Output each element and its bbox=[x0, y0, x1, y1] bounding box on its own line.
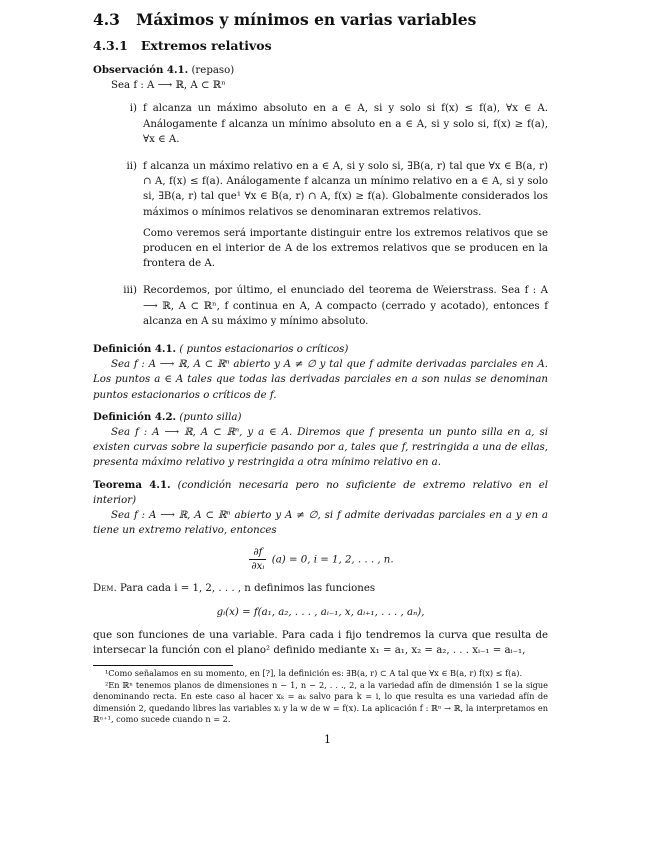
section-title-text: Máximos y mínimos en varias variables bbox=[136, 10, 477, 29]
list-item-text: f alcanza un máximo relativo en a ∈ A, si y solo si, ∃B(a, r) tal que ∀x ∈ B(a, r) ∩ A, f(x) ≤ f(a). Análogamente f alcanza un mínimo relativo en a ∈ A, si y solo si, ∃B(a, r) tal que¹ ∀x ∈ B(a, r) ∩ A, f(x) ≥ f(a). Globalmente considerados los máximos o mínimos relativos se denominaran extremos relativos. bbox=[143, 161, 548, 218]
page-content bbox=[93, 10, 548, 726]
list-item-number: ii) bbox=[126, 161, 137, 173]
list-item-number: i) bbox=[129, 103, 137, 115]
observation-tag: (repaso) bbox=[191, 65, 235, 76]
proof-block bbox=[93, 581, 548, 658]
fraction-denominator: ∂xᵢ bbox=[251, 561, 265, 573]
subsection-number: 4.3.1 bbox=[93, 38, 128, 53]
definition-1-label: Definición 4.1. bbox=[93, 343, 177, 356]
proof-equation: gᵢ(x) = f(a₁, a₂, . . . , aᵢ₋₁, x, aᵢ₊₁, . . . , aₙ), bbox=[216, 606, 425, 618]
observation-intro: Sea f : A ⟶ ℝ, A ⊂ ℝⁿ bbox=[111, 80, 226, 92]
observation-block bbox=[93, 63, 548, 335]
list-item bbox=[93, 283, 548, 335]
section-title bbox=[93, 10, 548, 30]
theorem-block bbox=[93, 478, 548, 574]
section-number: 4.3 bbox=[93, 10, 120, 29]
definition-2-tag: (punto silla) bbox=[179, 411, 242, 423]
list-item bbox=[93, 101, 548, 153]
theorem-tag: (condición necesaria pero no suficiente de extremo relativo en el interior) bbox=[93, 479, 548, 506]
definition-2-text: Sea f : A ⟶ ℝ, A ⊂ ℝⁿ, y a ∈ A. Diremos que f presenta un punto silla en a, si existen curvas sobre la superficie pasando por a, tales que f, restringida a una de ellas, presenta máximo relativo y restringida a otra mínimo relativo en a. bbox=[93, 427, 548, 469]
partial-derivative-fraction bbox=[249, 546, 266, 573]
observation-label: Observación 4.1. bbox=[93, 64, 189, 76]
definition-1-tag: ( puntos estacionarios o críticos) bbox=[179, 344, 349, 356]
subsection-title bbox=[93, 38, 548, 54]
theorem-equation bbox=[93, 546, 548, 573]
proof-text-1: Para cada i = 1, 2, . . . , n definimos las funciones bbox=[119, 583, 376, 595]
theorem-label: Teorema 4.1. bbox=[93, 478, 171, 491]
list-item-text: Como veremos será importante distinguir entre los extremos relativos que se producen en el interior de A de los extremos relativos que se producen en la frontera de A. bbox=[143, 227, 548, 270]
list-item-text: f alcanza un máximo absoluto en a ∈ A, si y solo si f(x) ≤ f(a), ∀x ∈ A. Análogamente f alcanza un mínimo absoluto en a ∈ A, si y solo si, f(x) ≥ f(a), ∀x ∈ A. bbox=[143, 103, 548, 145]
definition-2 bbox=[93, 410, 548, 471]
fraction-numerator: ∂f bbox=[249, 546, 266, 560]
subsection-title-text: Extremos relativos bbox=[140, 38, 272, 53]
list-item-text: Recordemos, por último, el enunciado del teorema de Weierstrass. Sea f : A ⟶ ℝ, A ⊂ ℝⁿ, f continua en A, A compacto (cerrado y acotado), entonces f alcanza en A su máximo y mínimo absoluto. bbox=[143, 285, 548, 327]
definition-1-text: Sea f : A ⟶ ℝ, A ⊂ ℝⁿ abierto y A ≠ ∅ y tal que f admite derivadas parciales en A. Los puntos a ∈ A tales que todas las derivadas parciales en a son nulas se denominan puntos estacionarios o críticos de f. bbox=[93, 359, 548, 401]
proof-label: Dem. bbox=[93, 583, 117, 595]
definition-2-label: Definición 4.2. bbox=[93, 410, 177, 423]
theorem-text: Sea f : A ⟶ ℝ, A ⊂ ℝⁿ abierto y A ≠ ∅, si f admite derivadas parciales en a y en a tiene un extremo relativo, entonces bbox=[93, 510, 548, 537]
equation-rest: (a) = 0, i = 1, 2, . . . , n. bbox=[271, 554, 394, 566]
list-item bbox=[93, 159, 548, 277]
definition-1 bbox=[93, 342, 548, 403]
footnote-2: ²En ℝⁿ tenemos planos de dimensiones n − 1, n − 2, . . ., 2, a la variedad afín de dimensión 1 se la sigue denominando recta. En este caso al hacer xₖ = aₖ salvo para k = i, lo que resulta es una variedad afín de dimensión 2, quedando libres las variables xᵢ y la w de w = f(x). La aplicación f : ℝⁿ → ℝ, la interpretamos en ℝⁿ⁺¹, como sucede cuando n = 2. bbox=[93, 679, 548, 725]
footnote-1: ¹Como señalamos en su momento, en [?], la definición es: ∃B(a, r) ⊂ A tal que ∀x ∈ B(a, r) f(x) ≤ f(a). bbox=[105, 668, 523, 679]
list-item-number: iii) bbox=[123, 285, 137, 297]
observation-list bbox=[93, 101, 548, 335]
proof-text-2: que son funciones de una variable. Para cada i fijo tendremos la curva que resulta de intersecar la función con el plano² definido mediante x₁ = a₁, x₂ = a₂, . . . xᵢ₋₁ = aᵢ₋₁, bbox=[93, 629, 548, 657]
page-number: 1 bbox=[324, 733, 331, 746]
